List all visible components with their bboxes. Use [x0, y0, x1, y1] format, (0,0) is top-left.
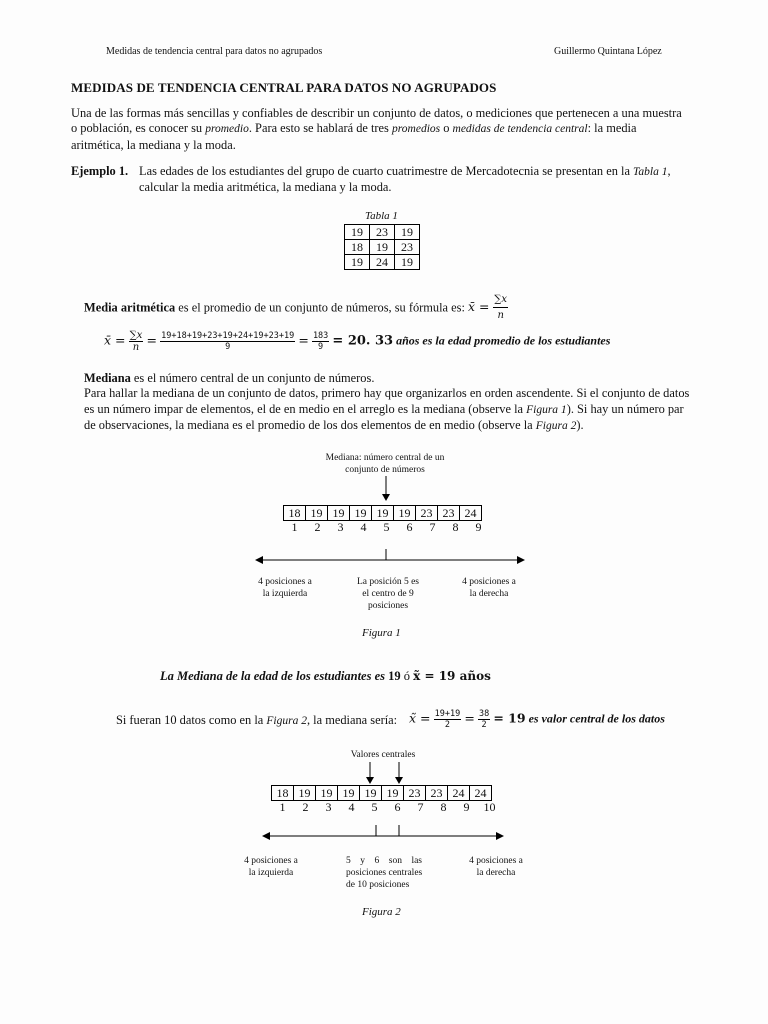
- value-cell: 23: [404, 786, 426, 801]
- example-label: Ejemplo 1.: [71, 164, 129, 178]
- intro-line-3: aritmética, la mediana y la moda.: [71, 137, 236, 152]
- position-label: 7: [417, 800, 424, 814]
- value-cell: 18: [284, 506, 306, 521]
- position-label: 1: [291, 520, 298, 534]
- intro-line-2: o población, es conocer su promedio. Para esto se hablará de tres promedios o medidas de tendencia central: la media: [71, 121, 637, 136]
- intro-paragraph: [71, 106, 698, 153]
- figure2-positions: [271, 800, 501, 815]
- position-label: 3: [337, 520, 344, 534]
- position-label: 5: [383, 520, 390, 534]
- position-label: 2: [302, 800, 309, 814]
- media-formula: x̄ = $\frac{\sum x}{n}$: [468, 294, 508, 322]
- media-result: = 20. 33: [332, 333, 394, 349]
- figure2-double-arrow: [262, 822, 504, 844]
- figure1-double-arrow: [255, 545, 525, 569]
- value-cell: 19: [394, 506, 416, 521]
- position-label: 3: [325, 800, 332, 814]
- position-label: 8: [452, 520, 459, 534]
- table-row: [345, 225, 420, 240]
- value-cell: 19: [372, 506, 394, 521]
- value-cell: 19: [316, 786, 338, 801]
- figure1-left-label: 4 posiciones a la izquierda: [258, 577, 312, 599]
- value-cell: 19: [338, 786, 360, 801]
- ten-data-formula: x̃ = $\frac{19+19}{2}$ = $\frac{38}{2}$ = 19 es valor central de los datos: [409, 709, 665, 730]
- position-label: 4: [348, 800, 355, 814]
- position-label: 2: [314, 520, 321, 534]
- figure1-caption: Figura 1: [362, 627, 401, 639]
- mediana-conclusion: La Mediana de la edad de los estudiantes es 19 ó x̃ = 19 años: [160, 669, 491, 683]
- figure1-values: [283, 505, 482, 521]
- figure1-down-arrow: [380, 476, 392, 502]
- table-cell: 19: [395, 225, 420, 240]
- position-label: 6: [394, 800, 401, 814]
- figure2-left-label: 4 posiciones a la izquierda: [244, 856, 298, 878]
- ten-result: = 19: [493, 710, 526, 726]
- media-calculation: x̄ = $\frac{\sum x}{n}$ = $\frac{19+18+19+23+19+24+19+23+19}{9}$ = $\frac{183}{9}$ = 20. 33 años es la edad promedio de los estudiantes: [104, 330, 611, 353]
- table-cell: 18: [345, 240, 370, 255]
- value-cell: 19: [360, 786, 382, 801]
- figure1-positions: [283, 520, 490, 535]
- position-label: 5: [371, 800, 378, 814]
- value-cell: 19: [350, 506, 372, 521]
- ten-result-text: es valor central de los datos: [525, 711, 665, 726]
- position-label: 4: [360, 520, 367, 534]
- value-cell: 23: [426, 786, 448, 801]
- table-cell: 23: [395, 240, 420, 255]
- table-row: [345, 240, 420, 255]
- table-cell: 19: [395, 255, 420, 270]
- intro-line-1: Una de las formas más sencillas y confiables de describir un conjunto de datos, o mediciones que pertenecen a una muestra: [71, 106, 682, 120]
- table-cell: 19: [345, 255, 370, 270]
- page-title: MEDIDAS DE TENDENCIA CENTRAL PARA DATOS NO AGRUPADOS: [71, 80, 497, 95]
- table1-caption: Tabla 1: [365, 210, 398, 222]
- position-label: 9: [463, 800, 470, 814]
- position-label: 7: [429, 520, 436, 534]
- value-cell: 18: [272, 786, 294, 801]
- figure2-caption: Figura 2: [362, 906, 401, 918]
- position-label: 10: [483, 800, 496, 814]
- figure1-label: Mediana: número central de un conjunto de números: [325, 453, 445, 475]
- value-cell: 19: [382, 786, 404, 801]
- mediana-paragraph: Mediana es el número central de un conjunto de números. Para hallar la mediana de un conjunto de datos, primero hay que organizarlos en orden ascendente. Si el conjunto de datos es un número impar de elementos, el de en medio en el arreglo es la mediana (observe la Figura 1). Si hay un número par de observaciones, la mediana es el promedio de los dos elementos de en medio (observe la Figura 2).: [84, 371, 690, 432]
- position-label: 6: [406, 520, 413, 534]
- value-cell: 23: [416, 506, 438, 521]
- media-term: Media aritmética: [84, 300, 176, 315]
- value-cell: 19: [328, 506, 350, 521]
- mediana-term: Mediana: [84, 371, 131, 385]
- figure2-values: [271, 785, 492, 801]
- table-cell: 19: [345, 225, 370, 240]
- figure2-label: Valores centrales: [350, 750, 416, 760]
- value-cell: 24: [460, 506, 482, 521]
- position-label: 8: [440, 800, 447, 814]
- table1: [344, 224, 420, 270]
- value-cell: 24: [448, 786, 470, 801]
- position-label: 9: [475, 520, 482, 534]
- value-cell: 23: [438, 506, 460, 521]
- figure2-down-arrows: [360, 762, 410, 786]
- figure2-right-label: 4 posiciones a la derecha: [469, 856, 523, 878]
- table-cell: 23: [370, 225, 395, 240]
- position-label: 1: [279, 800, 286, 814]
- table-row: [345, 255, 420, 270]
- value-cell: 19: [306, 506, 328, 521]
- ten-data-text: Si fueran 10 datos como en la Figura 2, la mediana sería:: [116, 713, 398, 727]
- example-text: Las edades de los estudiantes del grupo de cuarto cuatrimestre de Mercadotecnia se presentan en la Tabla 1, calcular la media aritmética, la mediana y la moda.: [139, 164, 671, 195]
- figure1-center-label: La posición 5 es el centro de 9 posiciones: [356, 577, 419, 611]
- media-definition: Media aritmética es el promedio de un conjunto de números, su fórmula es: x̄ = $\frac{\sum x}{n}$: [84, 294, 508, 322]
- figure1-right-label: 4 posiciones a la derecha: [462, 577, 516, 599]
- header-right: Guillermo Quintana López: [554, 46, 662, 57]
- table-cell: 19: [370, 240, 395, 255]
- table-cell: 24: [370, 255, 395, 270]
- header-left: Medidas de tendencia central para datos no agrupados: [106, 46, 323, 57]
- value-cell: 19: [294, 786, 316, 801]
- figure2-center-label: 5 y 6 son las posiciones centrales de 10 posiciones: [346, 856, 423, 890]
- media-result-text: años es la edad promedio de los estudiantes: [393, 333, 611, 348]
- value-cell: 24: [470, 786, 492, 801]
